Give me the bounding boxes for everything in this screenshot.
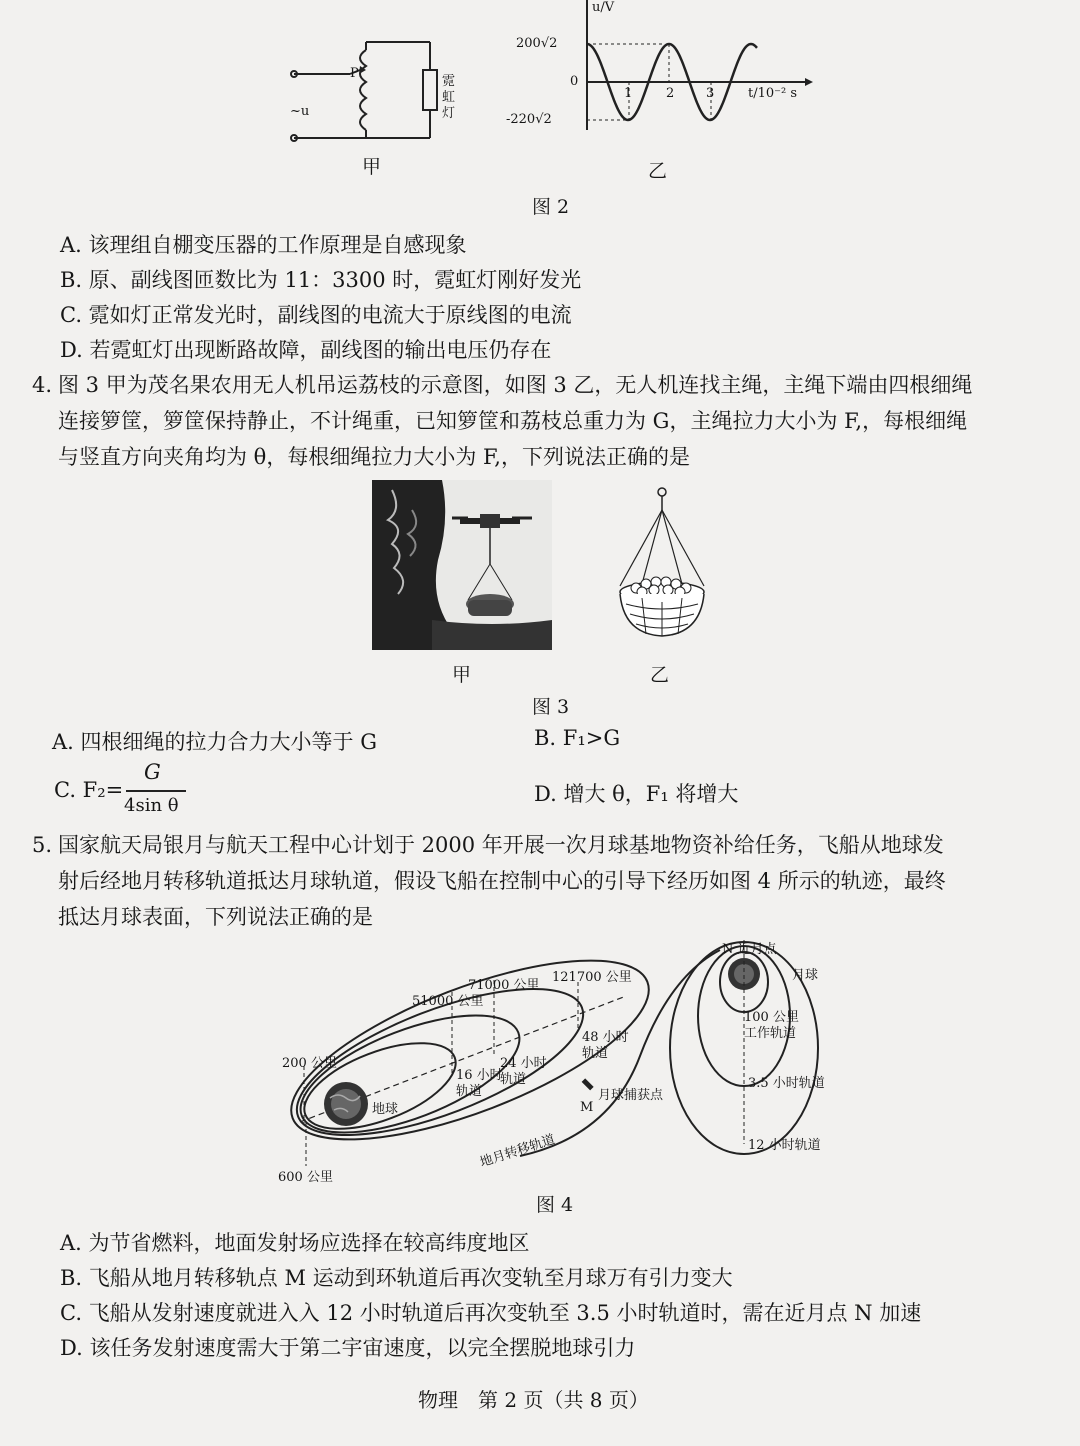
q4-option-C-prefix: C. F₂= (54, 778, 124, 802)
waveform-y-top: 200√2 (516, 36, 558, 51)
orbit-label-N: N 近月点 (722, 942, 777, 957)
q5-option-A: A. 为节省燃料，地面发射场应选择在较高纬度地区 (60, 1231, 530, 1255)
orbit-label-moon: 月球 (792, 968, 819, 983)
q4-line-1: 图 3 甲为茂名果农用无人机吊运荔枝的示意图，如图 3 乙，无人机连找主绳，主绳下端由四根细绳 (58, 373, 973, 397)
q5-option-D: D. 该任务发射速度需大于第二宇宙速度，以完全摆脱地球引力 (60, 1336, 636, 1360)
q4-option-D: D. 增大 θ，F₁ 将增大 (534, 782, 739, 806)
waveform-tick-2: 2 (666, 86, 675, 101)
orbit-label-earth: 地球 (372, 1102, 399, 1117)
orbit-label-transfer: 地月转移轨道 (478, 1132, 558, 1171)
orbit-label-M: M (580, 1100, 594, 1115)
q5-line-2: 射后经地月转移轨道抵达月球轨道，假设飞船在控制中心的引导下经历如图 4 所示的轨迹，最终 (58, 869, 946, 893)
fraction-bar (126, 790, 186, 792)
orbit-label-48h: 48 小时 (582, 1030, 629, 1045)
orbit-label-24h-b: 轨道 (500, 1072, 527, 1087)
fig2-label-jia: 甲 (362, 156, 382, 178)
lamp-label-1: 霓 (442, 74, 456, 89)
waveform-tick-3: 3 (706, 86, 715, 101)
fig3-label-yi: 乙 (650, 664, 670, 686)
orbit-label-121700km: 121700 公里 (552, 970, 632, 985)
lamp-label-2: 虹 (442, 90, 456, 105)
q5-option-B: B. 飞船从地月转移轨点 M 运动到环轨道后再次变轨至月球万有引力变大 (60, 1266, 733, 1290)
lamp-label-3: 灯 (442, 106, 456, 121)
orbit-label-work-1: 100 公里 (744, 1010, 799, 1025)
orbit-label-3.5h: 3.5 小时轨道 (748, 1076, 825, 1091)
q5-line-3: 抵达月球表面，下列说法正确的是 (58, 905, 373, 929)
figure-2-waveform (505, 0, 825, 140)
q4-line-3: 与竖直方向夹角均为 θ，每根细绳拉力大小为 F,，下列说法正确的是 (58, 445, 690, 469)
orbit-label-capture-point: 月球捕获点 (598, 1088, 664, 1103)
fig4-caption: 图 4 (536, 1194, 574, 1216)
q4-option-B: B. F₁>G (534, 726, 621, 750)
figure-3-basket-drawing (612, 486, 712, 646)
q5-number: 5. (32, 833, 53, 857)
waveform-y-bottom: -220√2 (506, 112, 552, 127)
q4-option-A: A. 四根细绳的拉力合力大小等于 G (52, 730, 377, 754)
orbit-label-16h: 16 小时 (456, 1068, 503, 1083)
waveform-origin: 0 (570, 74, 579, 89)
fig2-caption: 图 2 (532, 196, 570, 218)
orbit-label-200km: 200 公里 (282, 1056, 337, 1071)
circuit-u-label: ~u (290, 104, 310, 119)
q3-option-B: B. 原、副线图匝数比为 11：3300 时，霓虹灯刚好发光 (60, 268, 582, 292)
q3-option-A: A. 该理组自棚变压器的工作原理是自感现象 (60, 233, 467, 257)
waveform-axis-t: t/10⁻² s (748, 86, 798, 101)
waveform-axis-u: u/V (592, 0, 615, 15)
q4-option-C-numerator: G (144, 760, 161, 784)
orbit-label-600km: 600 公里 (278, 1170, 333, 1185)
orbit-label-71000km: 71000 公里 (468, 978, 540, 993)
orbit-label-16h-b: 轨道 (456, 1084, 483, 1099)
circuit-P-label: P (350, 66, 359, 81)
figure-3-drone-photo (372, 480, 552, 650)
q3-option-C: C. 霓如灯正常发光时，副线图的电流大于原线图的电流 (60, 303, 572, 327)
q4-option-C-denominator: 4sin θ (124, 795, 179, 816)
orbit-label-work-2: 工作轨道 (744, 1026, 797, 1041)
page-footer: 物理 第 2 页（共 8 页） (418, 1388, 649, 1412)
q5-option-C: C. 飞船从发射速度就进入入 12 小时轨道后再次变轨至 3.5 小时轨道时，需在近月点 N 加速 (60, 1301, 922, 1325)
q4-line-2: 连接箩筐，箩筐保持静止，不计绳重，已知箩筐和荔枝总重力为 G，主绳拉力大小为 F,，每根细绳 (58, 409, 968, 433)
q4-number: 4. (32, 373, 53, 397)
orbit-label-12h: 12 小时轨道 (748, 1138, 821, 1153)
orbit-label-51000km: 51000 公里 (412, 994, 484, 1009)
orbit-label-48h-b: 轨道 (582, 1046, 609, 1061)
waveform-tick-1: 1 (624, 86, 633, 101)
orbit-label-24h: 24 小时 (500, 1056, 547, 1071)
q3-option-D: D. 若霓虹灯出现断路故障，副线图的输出电压仍存在 (60, 338, 552, 362)
q5-line-1: 国家航天局银月与航天工程中心计划于 2000 年开展一次月球基地物资补给任务，飞船从地球发 (58, 833, 944, 857)
fig2-label-yi: 乙 (648, 160, 668, 182)
fig3-caption: 图 3 (532, 696, 570, 718)
fig3-label-jia: 甲 (452, 664, 472, 686)
